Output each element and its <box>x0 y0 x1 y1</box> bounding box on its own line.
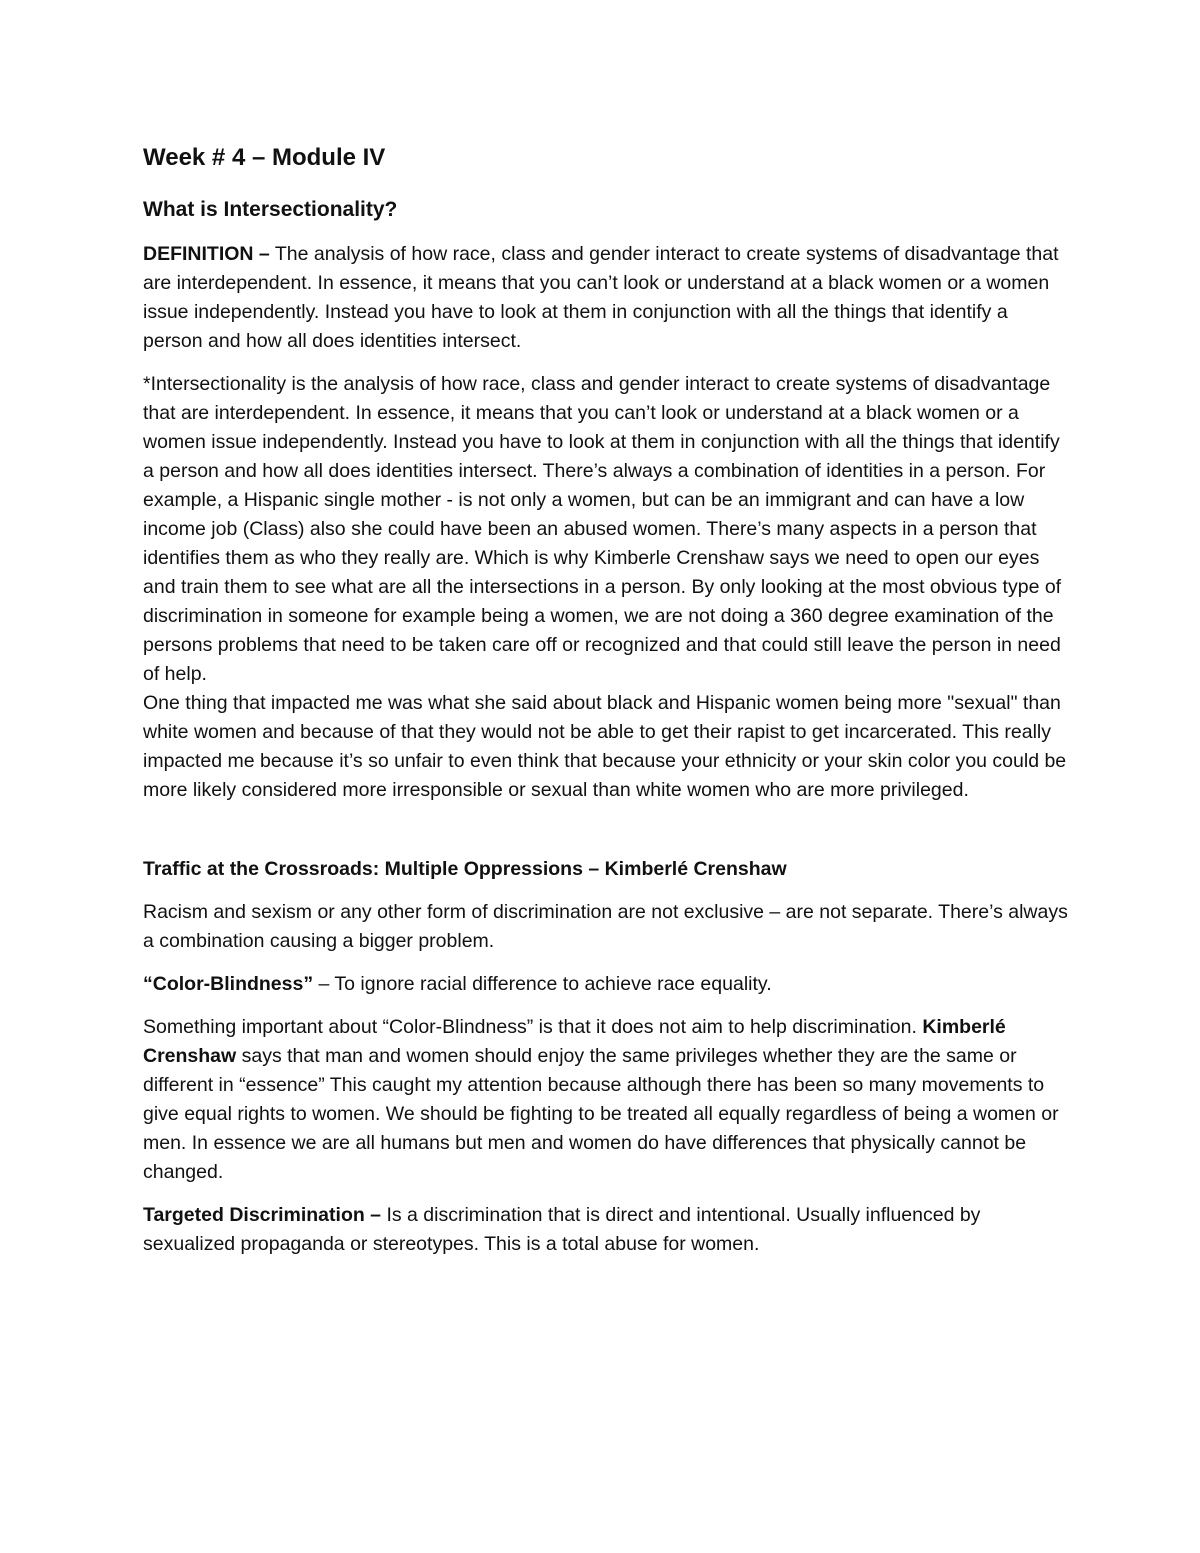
definition-text: The analysis of how race, class and gender interact to create systems of disadvantage that are interdependent. In essence, it means that you can’t look or understand at a black women or a women issue independently. Instead you have to look at them in conjunction with all the things that identify a person and how all does identities intersect. <box>143 243 1059 352</box>
intersectionality-paragraph: *Intersectionality is the analysis of how race, class and gender interact to create systems of disadvantage that are interdependent. In essence, it means that you can’t look or understand at a black women or a women issue independently. Instead you have to look at them in conjunction with all the things that identify a person and how all does identities intersect. There’s always a combination of identities in a person. For example, a Hispanic single mother - is not only a women, but can be an immigrant and can have a low income job (Class) also she could have been an abused women. There’s many aspects in a person that identifies them as who they really are. Which is why Kimberle Crenshaw says we need to open our eyes and train them to see what are all the intersections in a person. By only looking at the most obvious type of discrimination in someone for example being a women, we are not doing a 360 degree examination of the persons problems that need to be taken care off or recognized and that could still leave the person in need of help. <box>143 373 1062 685</box>
color-blindness-intro: Something important about “Color-Blindness” is that it does not aim to help discrimination. <box>143 1016 917 1038</box>
color-blindness-paragraph <box>143 1013 1068 1187</box>
targeted-discrimination-text: Is a discrimination that is direct and intentional. Usually influenced by sexualized propaganda or stereotypes. This is a total abuse for women. <box>143 1204 981 1255</box>
definition-paragraph <box>143 240 1068 356</box>
racism-paragraph: Racism and sexism or any other form of discrimination are not exclusive – are not separate. There’s always a combination causing a bigger problem. <box>143 901 1068 952</box>
color-blindness-definition <box>143 970 1068 999</box>
section-heading-intersectionality: What is Intersectionality? <box>143 198 398 221</box>
page-title: Week # 4 – Module IV <box>143 144 386 171</box>
targeted-discrimination-term: Targeted Discrimination <box>143 1204 365 1226</box>
color-blindness-term: “Color-Blindness” <box>143 973 314 995</box>
crenshaw-name: Kimberlé Crenshaw <box>143 1016 1006 1067</box>
spacer <box>143 819 1068 855</box>
impact-paragraph: One thing that impacted me was what she said about black and Hispanic women being more "sexual" than white women and because of that they would not be able to get their rapist to get incarcerated. This really impacted me because it’s so unfair to even think that because your ethnicity or your skin color you could be more likely considered more irresponsible or sexual than white women who are more privileged. <box>143 692 1067 801</box>
section-title-crossroads <box>143 855 1068 884</box>
definition-label: DEFINITION – <box>143 243 270 265</box>
color-blindness-rest: says that man and women should enjoy the same privileges whether they are the same or different in “essence” This caught my attention because although there has been so many movements to give equal rights to women. We should be fighting to be treated all equally regardless of being a women or men. In essence we are all humans but men and women do have differences that physically cannot be changed. <box>143 1045 1059 1183</box>
color-blindness-definition-text: – To ignore racial difference to achieve race equality. <box>313 973 772 995</box>
document-body <box>143 140 1068 1273</box>
targeted-discrimination-paragraph <box>143 1201 1068 1259</box>
section-title-text: Traffic at the Crossroads: Multiple Oppressions – Kimberlé Crenshaw <box>143 858 787 880</box>
targeted-discrimination-dash: – <box>364 1204 387 1226</box>
